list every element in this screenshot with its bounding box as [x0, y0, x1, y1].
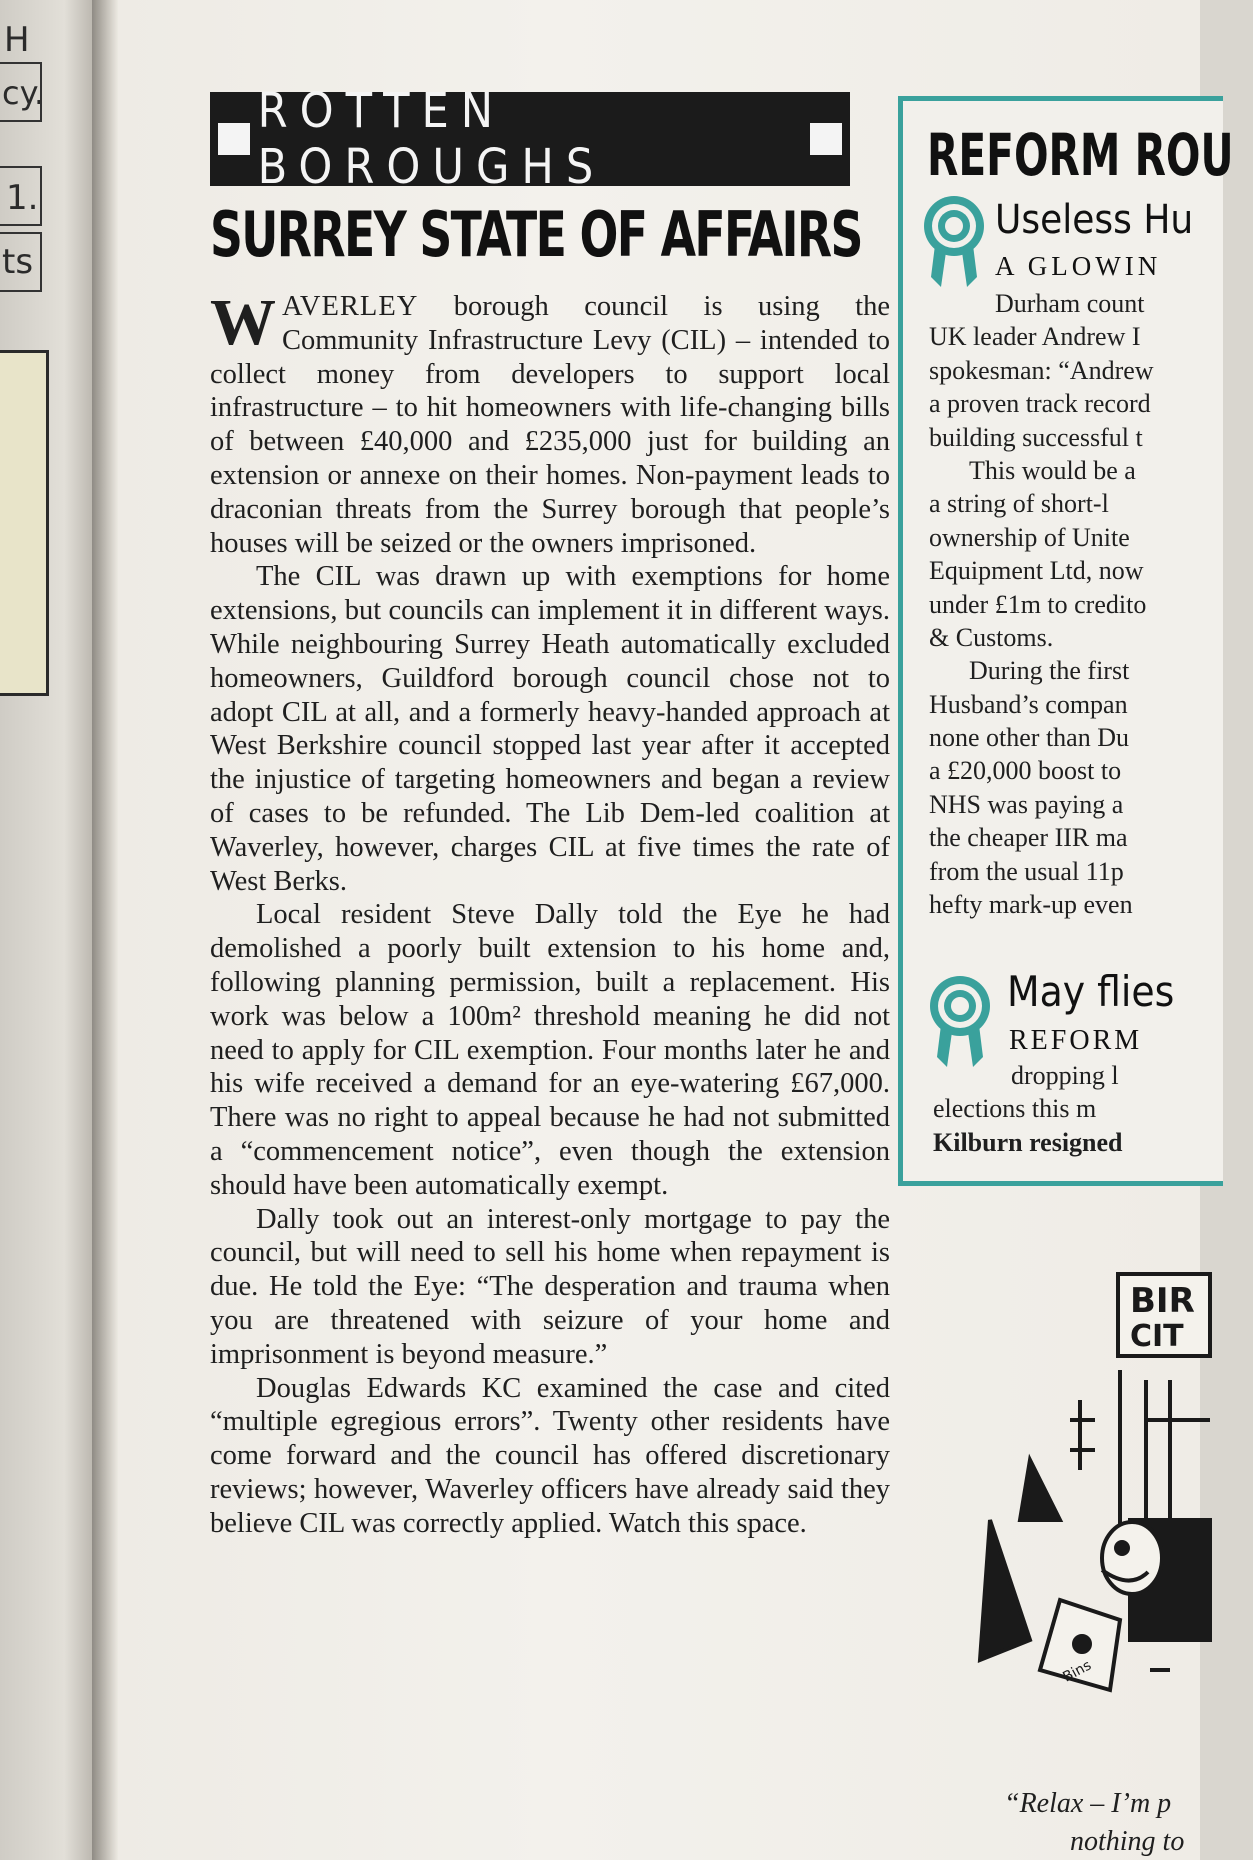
- article-body: [210, 286, 890, 1540]
- cartoon-bin-label: Bins: [1060, 1657, 1095, 1686]
- sidebar-line: UK leader Andrew I: [929, 322, 1141, 352]
- cartoon-illustration: [960, 1220, 1220, 1780]
- paragraph-lead-caps: AVERLEY: [282, 291, 419, 322]
- cartoon-sign-text: BIR: [1130, 1281, 1195, 1321]
- left-facing-page: [0, 0, 92, 1860]
- sidebar-line: Durham count: [995, 289, 1145, 318]
- article-paragraph: Douglas Edwards KC examined the case and cited “multiple egregious errors”. Twenty other residents have come forward and the council has offered discretionary reviews; however, Waverley officers have already said they believe CIL was correctly applied. Watch this space.: [210, 1372, 890, 1539]
- paragraph-text: borough council is using the Community Infrastructure Levy (CIL) – intended to collect money from developers to support local infrastructure – to hit homeowners with life-changing bills of between £40,000 and £235,000 just for building an extension or annexe on their homes. Non-payment leads to draconian threats from the Surrey borough that people’s houses will be seized or the owners imprisoned.: [210, 291, 890, 559]
- sidebar-line: a £20,000 boost to: [929, 756, 1122, 786]
- article-paragraph: Dally took out an interest-only mortgage to pay the council, but will need to sell his home when repayment is due. He told the Eye: “The desperation and trauma when you are threatened with seizure of your home and imprisonment is beyond measure.”: [210, 1203, 890, 1370]
- sidebar-item-text: [933, 1059, 1253, 1159]
- sidebar-line: a string of short-l: [929, 489, 1109, 519]
- sidebar-line: none other than Du: [929, 723, 1130, 753]
- sidebar-line: dropping l: [1011, 1061, 1119, 1090]
- sidebar-line: Equipment Ltd, now: [929, 556, 1144, 586]
- magazine-spine: [92, 0, 118, 1860]
- sidebar-line: spokesman: “Andrew: [929, 355, 1154, 385]
- sidebar-line: During the first: [969, 656, 1130, 686]
- left-page-box: [0, 62, 45, 122]
- left-page-box: [0, 166, 42, 226]
- left-page-fragment: 1.: [6, 178, 39, 218]
- section-banner-label: ROTTEN BOROUGHS: [257, 83, 606, 195]
- sidebar-line: Kilburn resigned: [933, 1127, 1123, 1157]
- sidebar-line: This would be a: [969, 455, 1136, 485]
- sidebar-item-heading: Useless Hu: [995, 197, 1194, 243]
- sidebar-line: Husband’s compan: [929, 689, 1128, 719]
- sidebar-item-text: [929, 287, 1249, 921]
- article-paragraph: [210, 286, 890, 560]
- sidebar-line: & Customs.: [929, 622, 1054, 652]
- sidebar-line: under £1m to credito: [929, 589, 1147, 619]
- rosette-icon: [921, 193, 987, 289]
- cartoon-sign-text: CIT: [1130, 1319, 1184, 1354]
- magazine-page: [118, 0, 1234, 1860]
- banner-square-icon: [218, 123, 250, 155]
- sidebar-item-subhead: A GLOWIN: [995, 251, 1162, 281]
- sidebar-line: building successful t: [929, 422, 1143, 452]
- left-page-box: [0, 232, 42, 292]
- cartoon-caption: “Relax – I’m p: [1004, 1788, 1172, 1819]
- sidebar-line: from the usual 11p: [929, 856, 1124, 886]
- sidebar-line: hefty mark-up even: [929, 890, 1133, 920]
- left-page-fragment: H: [4, 20, 30, 60]
- article-paragraph: The CIL was drawn up with exemptions for home extensions, but councils can implement it in different ways. While neighbouring Surrey Heath automatically excluded homeowners, Guildford borough council chose not to adopt CIL at all, and a formerly heavy-handed approach at West Berkshire council stopped last year after it accepted the injustice of targeting homeowners and began a review of cases to be refunded. The Lib Dem-led coalition at Waverley, however, charges CIL at five times the rate of West Berks.: [210, 561, 890, 897]
- sidebar-item-heading: May flies: [1007, 967, 1175, 1016]
- article-paragraph: Local resident Steve Dally told the Eye he had demolished a poorly built extension to his home and, following planning permission, built a replacement. His work was below a 100m² threshold meaning he did not need to apply for CIL exemption. Four months later he and his wife received a demand for an eye-watering £67,000. There was no right to appeal because he had not submitted a “commencement notice”, even though the extension should have been automatically exempt.: [210, 899, 890, 1201]
- reform-sidebar-box: [898, 96, 1234, 1186]
- sidebar-line: elections this m: [933, 1094, 1097, 1124]
- left-page-fragment: cy.: [2, 74, 45, 112]
- sidebar-line: a proven track record: [929, 389, 1151, 419]
- left-page-fragment: ts: [2, 242, 34, 282]
- sidebar-line: NHS was paying a: [929, 789, 1124, 819]
- section-banner: [210, 83, 850, 195]
- cartoon-caption-line: nothing to: [1070, 1826, 1185, 1857]
- drop-cap: W: [210, 286, 276, 359]
- sidebar-item-subhead: REFORM: [1009, 1025, 1143, 1056]
- sidebar-title: REFORM ROU: [927, 121, 1234, 189]
- sidebar-line: the cheaper IIR ma: [929, 823, 1128, 853]
- sidebar-line: ownership of Unite: [929, 522, 1130, 552]
- article-headline: SURREY STATE OF AFFAIRS: [210, 198, 862, 271]
- rosette-icon: [927, 973, 993, 1069]
- left-page-cartoon-edge: [0, 350, 49, 696]
- banner-square-icon: [810, 123, 842, 155]
